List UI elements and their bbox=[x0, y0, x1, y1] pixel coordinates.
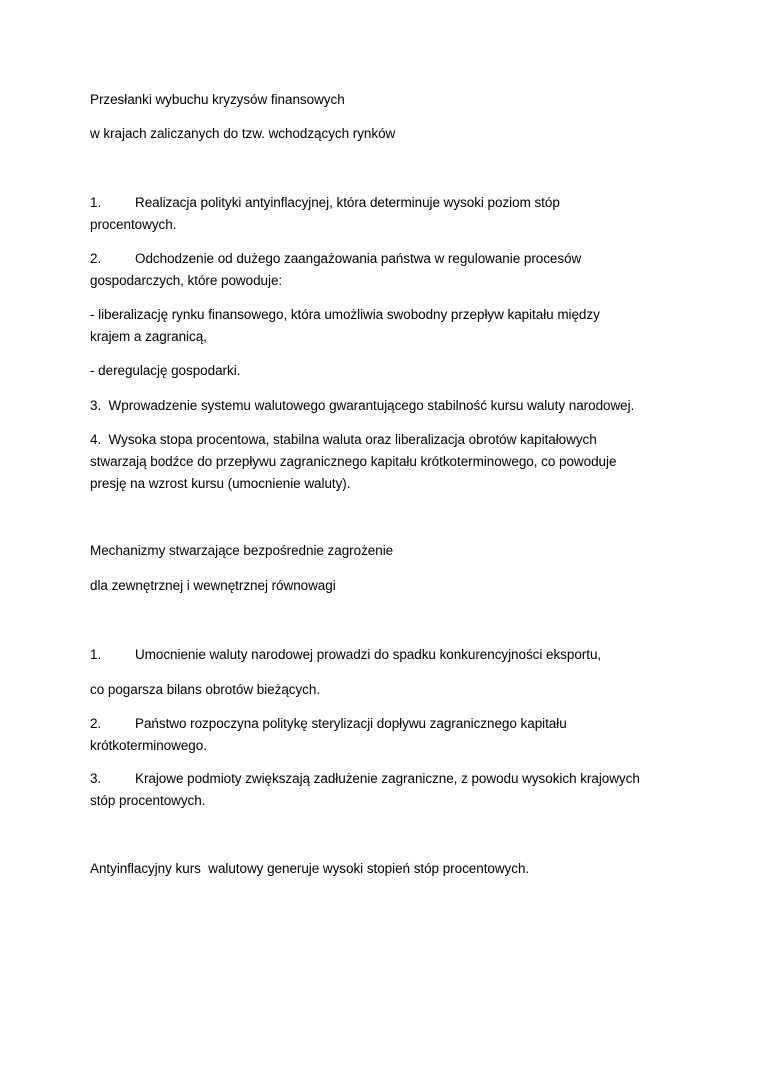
item-number: 2. bbox=[90, 716, 102, 731]
section2-title-line2: dla zewnętrznej i wewnętrznej równowagi bbox=[90, 578, 336, 593]
section1-item2-cont: gospodarczych, które powoduje: bbox=[90, 273, 283, 288]
section1-bullet1-line2: krajem a zagranicą, bbox=[90, 329, 207, 344]
section2-item1 bbox=[90, 644, 680, 666]
section2-item2 bbox=[90, 713, 680, 735]
section2-item1-cont: co pogarsza bilans obrotów bieżących. bbox=[90, 682, 321, 697]
item-number: 1. bbox=[90, 195, 102, 210]
item-number: 2. bbox=[90, 251, 102, 266]
section1-item4-line1: 4. Wysoka stopa procentowa, stabilna waluta oraz liberalizacja obrotów kapitałowych bbox=[90, 432, 597, 447]
section1-item3: 3. Wprowadzenie systemu walutowego gwarantującego stabilność kursu waluty narodowej. bbox=[90, 398, 635, 413]
section1-item2 bbox=[90, 248, 680, 270]
section1-bullet2: - deregulację gospodarki. bbox=[90, 363, 241, 378]
item-text: Państwo rozpoczyna politykę sterylizacji dopływu zagranicznego kapitału bbox=[135, 716, 567, 731]
section2-item3-cont: stóp procentowych. bbox=[90, 793, 206, 808]
item-text: Odchodzenie od dużego zaangażowania państwa w regulowanie procesów bbox=[135, 251, 582, 266]
section1-title-line1: Przesłanki wybuchu kryzysów finansowych bbox=[90, 92, 345, 107]
section1-item4-line3: presję na wzrost kursu (umocnienie waluty). bbox=[90, 476, 351, 491]
section1-item1 bbox=[90, 192, 680, 214]
section1-title-line2: w krajach zaliczanych do tzw. wchodzących rynków bbox=[90, 126, 396, 141]
section2-item3 bbox=[90, 768, 680, 790]
section1-bullet1-line1: - liberalizację rynku finansowego, która umożliwia swobodny przepływ kapitału między bbox=[90, 307, 600, 322]
item-number: 1. bbox=[90, 647, 102, 662]
item-text: Krajowe podmioty zwiększają zadłużenie zagraniczne, z powodu wysokich krajowych bbox=[135, 771, 640, 786]
item-number: 3. bbox=[90, 771, 102, 786]
section1-item1-cont: procentowych. bbox=[90, 217, 177, 232]
section2-title-line1: Mechanizmy stwarzające bezpośrednie zagrożenie bbox=[90, 543, 394, 558]
closing-statement: Antyinflacyjny kurs walutowy generuje wysoki stopień stóp procentowych. bbox=[90, 861, 530, 876]
item-text: Realizacja polityki antyinflacyjnej, która determinuje wysoki poziom stóp bbox=[135, 195, 560, 210]
item-text: Umocnienie waluty narodowej prowadzi do spadku konkurencyjności eksportu, bbox=[135, 647, 602, 662]
section2-item2-cont: krótkoterminowego. bbox=[90, 738, 207, 753]
section1-item4-line2: stwarzają bodźce do przepływu zagranicznego kapitału krótkoterminowego, co powoduje bbox=[90, 454, 617, 469]
